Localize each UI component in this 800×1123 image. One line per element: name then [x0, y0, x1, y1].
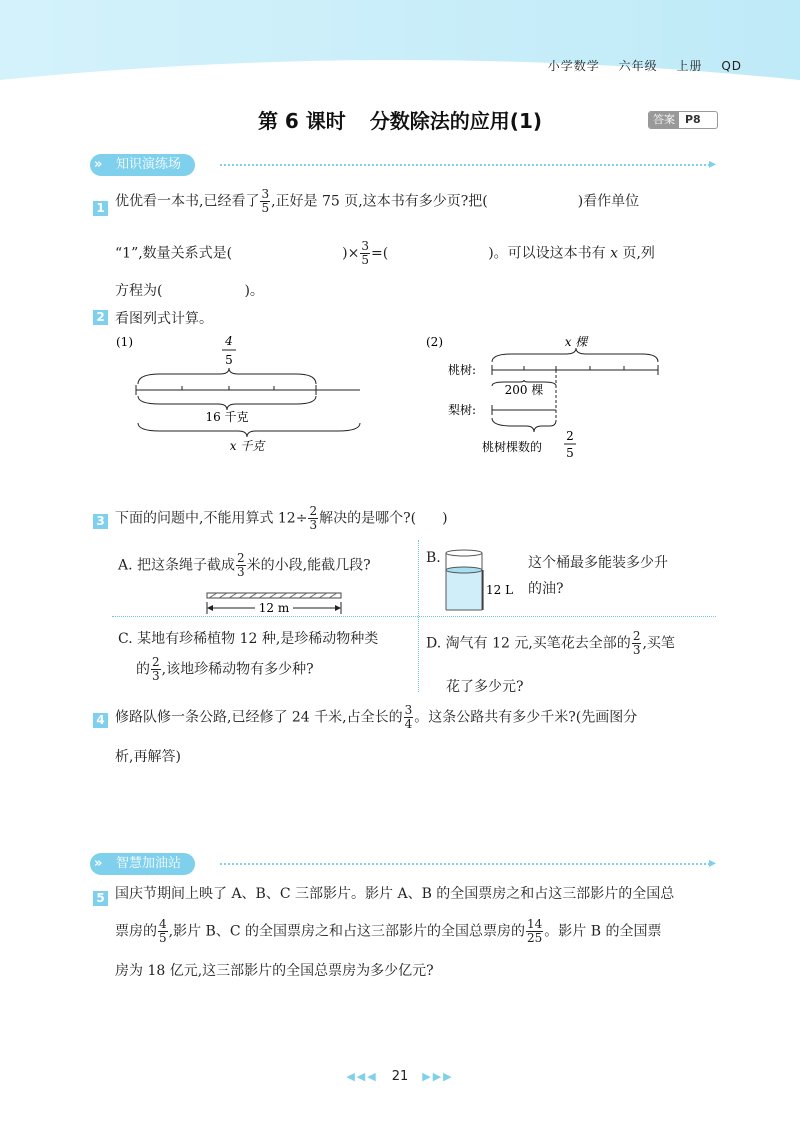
- q1-text: )。可以设这本书有: [488, 245, 606, 262]
- q5-line1: 国庆节期间上映了 A、B、C 三部影片。影片 A、B 的全国票房之和占这三部影片的全国总: [115, 886, 675, 902]
- q2-d2-peach: 桃树:: [448, 363, 477, 377]
- double-arrow-icon: »: [94, 157, 103, 172]
- q1-text: 页,列: [622, 245, 655, 262]
- q2-d2-frac-den: 5: [566, 446, 574, 460]
- dotted-divider: [220, 164, 710, 166]
- header-meta: [534, 57, 742, 74]
- q3-option-c-line1[interactable]: C. 某地有珍稀植物 12 种,是珍稀动物种类: [118, 631, 379, 647]
- section-wisdom: [90, 853, 716, 875]
- q3-option-c-line2: 的 $\frac{2}{3}$ ,该地珍稀动物有多少种?: [136, 655, 314, 683]
- q2-d2-label: (2): [426, 335, 443, 349]
- header-grade: 六年级: [618, 59, 658, 73]
- q3-text: 下面的问题中,不能用算式 12÷: [115, 510, 308, 527]
- q3-option-b-line1: 这个桶最多能装多少升: [528, 555, 668, 571]
- q4-number: 4: [93, 713, 108, 728]
- q2-d2-pear-count: 200 棵: [504, 383, 544, 397]
- rope-diagram: [205, 590, 345, 620]
- q1-text: 优优看一本书,已经看了: [115, 193, 260, 210]
- q1-text: ,正好是 75 页,这本书有多少页?把(: [271, 193, 488, 210]
- header-volume: 上册: [676, 59, 703, 73]
- q3-text: ): [442, 510, 448, 527]
- q5-fraction-1: $\frac{4}{5}$: [159, 917, 167, 945]
- q3-option-d-line1[interactable]: D. 淘气有 12 元,买笔花去全部的 $\frac{2}{3}$ ,买笔: [426, 629, 675, 657]
- q2-d1-part-label: 16 千克: [205, 410, 249, 424]
- arrow-end-icon: ▸: [708, 855, 716, 871]
- q3-d-fraction: $\frac{2}{3}$: [632, 629, 641, 657]
- double-arrow-icon: »: [94, 856, 103, 871]
- prev-arrows-icon: ◀◀◀: [346, 1070, 378, 1083]
- q1-fraction-2: $\frac{3}{5}$: [361, 239, 369, 267]
- lesson-topic: 分数除法的应用(1): [369, 109, 543, 133]
- q4-line1: 修路队修一条公路,已经修了 24 千米,占全长的 $\frac{3}{4}$ 。这条公路共有多少千米?(先画图分: [115, 703, 638, 731]
- q1-text: )看作单位: [577, 193, 640, 210]
- q2-d2-frac-num: 2: [566, 429, 574, 443]
- q3-c-fraction: $\frac{2}{3}$: [152, 655, 160, 683]
- q2-d1-total-label: x 千克: [229, 439, 265, 453]
- header-subject: 小学数学: [547, 59, 600, 73]
- q2-d1-frac-den: 5: [225, 353, 233, 367]
- q2-d1-label: (1): [116, 335, 133, 349]
- q1-text: )。: [244, 283, 264, 299]
- q3-option-b-label[interactable]: B.: [426, 550, 441, 566]
- q2-d2-pear: 梨树:: [448, 403, 477, 417]
- q3-a-fraction: $\frac{2}{3}$: [237, 551, 245, 579]
- section-practice: [90, 154, 716, 176]
- bucket-icon: [440, 546, 520, 614]
- section-practice-label: 知识演练场: [116, 157, 182, 172]
- q1-text: =(: [370, 245, 389, 262]
- arrow-end-icon: ▸: [708, 156, 716, 172]
- q1-text: 方程为(: [115, 283, 163, 299]
- section-wisdom-label: 智慧加油站: [116, 856, 182, 871]
- q4-line2: 析,再解答): [115, 749, 181, 765]
- answer-tag[interactable]: [648, 111, 718, 129]
- q1-line2: [115, 240, 655, 267]
- lesson-number: 第 6 课时: [257, 109, 346, 133]
- q3-option-b-line2: 的油?: [528, 581, 564, 597]
- page-footer: [0, 1069, 800, 1084]
- q1-number: 1: [93, 201, 108, 216]
- q1-text: “1”,数量关系式是(: [115, 245, 233, 262]
- q5-number: 5: [93, 891, 108, 906]
- q5-line2: 票房的 $\frac{4}{5}$ ,影片 B、C 的全国票房之和占这三部影片的全国总票房的 $\frac{14}{25}$ 。影片 B 的全国票: [115, 917, 662, 945]
- q1-text: )×: [342, 245, 360, 262]
- q1-line1: [115, 188, 639, 215]
- q1-line3: [115, 280, 264, 300]
- q2-d1-frac-num: 4: [225, 334, 233, 348]
- q5-line3: 房为 18 亿元,这三部影片的全国总票房为多少亿元?: [115, 963, 434, 979]
- q4-fraction: $\frac{3}{4}$: [404, 703, 413, 731]
- header-edition: QD: [721, 59, 742, 73]
- q2-number: 2: [93, 310, 108, 325]
- q3-text: 解决的是哪个?(: [319, 510, 417, 527]
- q3-line: [115, 505, 448, 532]
- q2-diagram-2: [420, 330, 670, 470]
- dotted-divider: [220, 863, 710, 865]
- answer-label: 答案: [649, 112, 679, 128]
- q2-d2-note: 桃树棵数的: [482, 440, 543, 454]
- bucket-capacity: 12 L: [486, 583, 514, 597]
- q5-fraction-2: $\frac{14}{25}$: [527, 917, 543, 945]
- q2-d2-total: x 棵: [564, 335, 588, 349]
- q2-text: 看图列式计算。: [115, 311, 213, 327]
- answer-page: P8: [685, 113, 701, 126]
- page-number: 21: [391, 1069, 409, 1084]
- q1-fraction-1: $\frac{3}{5}$: [261, 187, 270, 215]
- rope-length: 12 m: [258, 601, 290, 615]
- q1-variable: x: [610, 245, 619, 262]
- q3-option-a[interactable]: A. 把这条绳子截成 $\frac{2}{3}$ 米的小段,能截几段?: [118, 551, 371, 579]
- q3-number: 3: [93, 514, 108, 529]
- q3-option-d-line2: 花了多少元?: [446, 679, 524, 695]
- q2-diagram-1: [110, 330, 390, 460]
- next-arrows-icon: ▶▶▶: [422, 1070, 454, 1083]
- q3-fraction: $\frac{2}{3}$: [309, 504, 318, 532]
